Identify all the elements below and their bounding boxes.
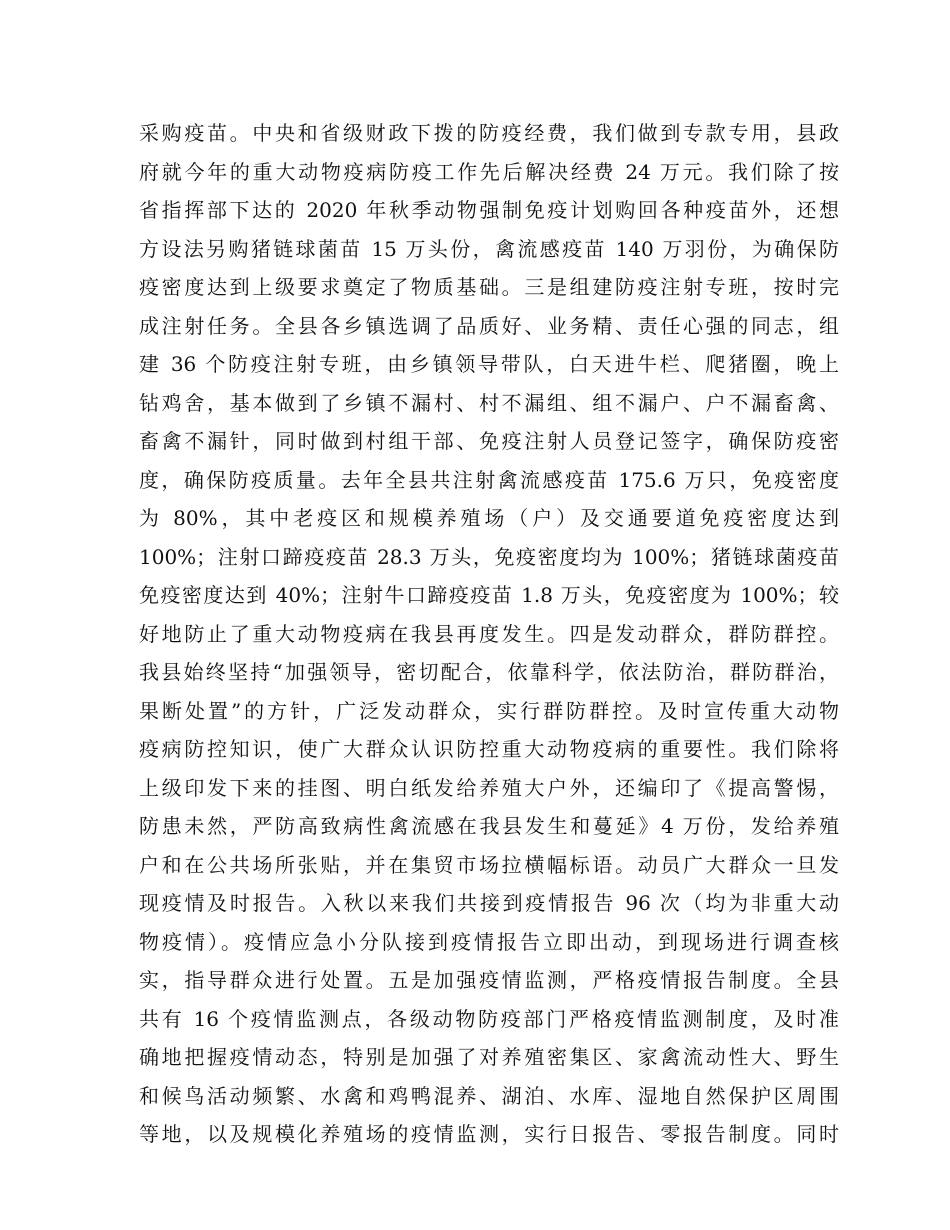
text-line: 省指挥部下达的 2020 年秋季动物强制免疫计划购回各种疫苗外，还想 [139, 198, 839, 222]
text-line: 免疫密度达到 40%；注射牛口蹄疫疫苗 1.8 万头，免疫密度为 100%；较 [139, 583, 839, 607]
text-line: 果断处置”的方针，广泛发动群众，实行群防群控。及时宣传重大动物 [139, 698, 839, 723]
text-line: 100%；注射口蹄疫疫苗 28.3 万头，免疫密度均为 100%；猪链球菌疫苗 [139, 544, 839, 569]
text-line: 钻鸡舍，基本做到了乡镇不漏村、村不漏组、组不漏户、户不漏畜禽、 [139, 390, 839, 415]
text-line: 度，确保防疫质量。去年全县共注射禽流感疫苗 175.6 万只，免疫密度 [139, 467, 839, 492]
text-line: 等地，以及规模化养殖场的疫情监测，实行日报告、零报告制度。同时 [139, 1122, 839, 1146]
text-line: 疫密度达到上级要求奠定了物质基础。三是组建防疫注射专班，按时完 [139, 275, 839, 299]
text-line: 防患未然，严防高致病性禽流感在我县发生和蔓延》4 万份，发给养殖 [139, 814, 839, 838]
text-line: 畜禽不漏针，同时做到村组干部、免疫注射人员登记签字，确保防疫密 [139, 429, 839, 453]
text-line: 共有 16 个疫情监测点，各级动物防疫部门严格疫情监测制度，及时准 [139, 1006, 839, 1031]
text-line: 物疫情）。疫情应急小分队接到疫情报告立即出动，到现场进行调查核 [139, 929, 839, 954]
text-line: 府就今年的重大动物疫病防疫工作先后解决经费 24 万元。我们除了按 [139, 159, 839, 184]
body-text [139, 114, 839, 1154]
text-line: 确地把握疫情动态，特别是加强了对养殖密集区、家禽流动性大、野生 [139, 1045, 839, 1069]
text-line: 疫病防控知识，使广大群众认识防控重大动物疫病的重要性。我们除将 [139, 737, 839, 761]
text-line: 好地防止了重大动物疫病在我县再度发生。四是发动群众，群防群控。 [139, 621, 839, 646]
text-line: 建 36 个防疫注射专班，由乡镇领导带队，白天进牛栏、爬猪圈，晚上 [139, 352, 839, 376]
text-line: 和候鸟活动频繁、水禽和鸡鸭混养、湖泊、水库、湿地自然保护区周围 [139, 1083, 839, 1108]
text-line: 户和在公共场所张贴，并在集贸市场拉横幅标语。动员广大群众一旦发 [139, 852, 839, 877]
text-line: 实，指导群众进行处置。五是加强疫情监测，严格疫情报告制度。全县 [139, 968, 839, 992]
text-line: 现疫情及时报告。入秋以来我们共接到疫情报告 96 次（均为非重大动 [139, 891, 839, 915]
text-line: 上级印发下来的挂图、明白纸发给养殖大户外，还编印了《提高警惕， [139, 775, 839, 800]
text-line: 成注射任务。全县各乡镇选调了品质好、业务精、责任心强的同志，组 [139, 313, 839, 338]
text-line: 方设法另购猪链球菌苗 15 万头份，禽流感疫苗 140 万羽份，为确保防 [139, 236, 839, 261]
text-line: 为 80%，其中老疫区和规模养殖场（户）及交通要道免疫密度达到 [139, 506, 839, 530]
text-line: 我县始终坚持“加强领导，密切配合，依靠科学，依法防治，群防群治， [139, 660, 839, 684]
text-line: 采购疫苗。中央和省级财政下拨的防疫经费，我们做到专款专用，县政 [139, 121, 839, 145]
